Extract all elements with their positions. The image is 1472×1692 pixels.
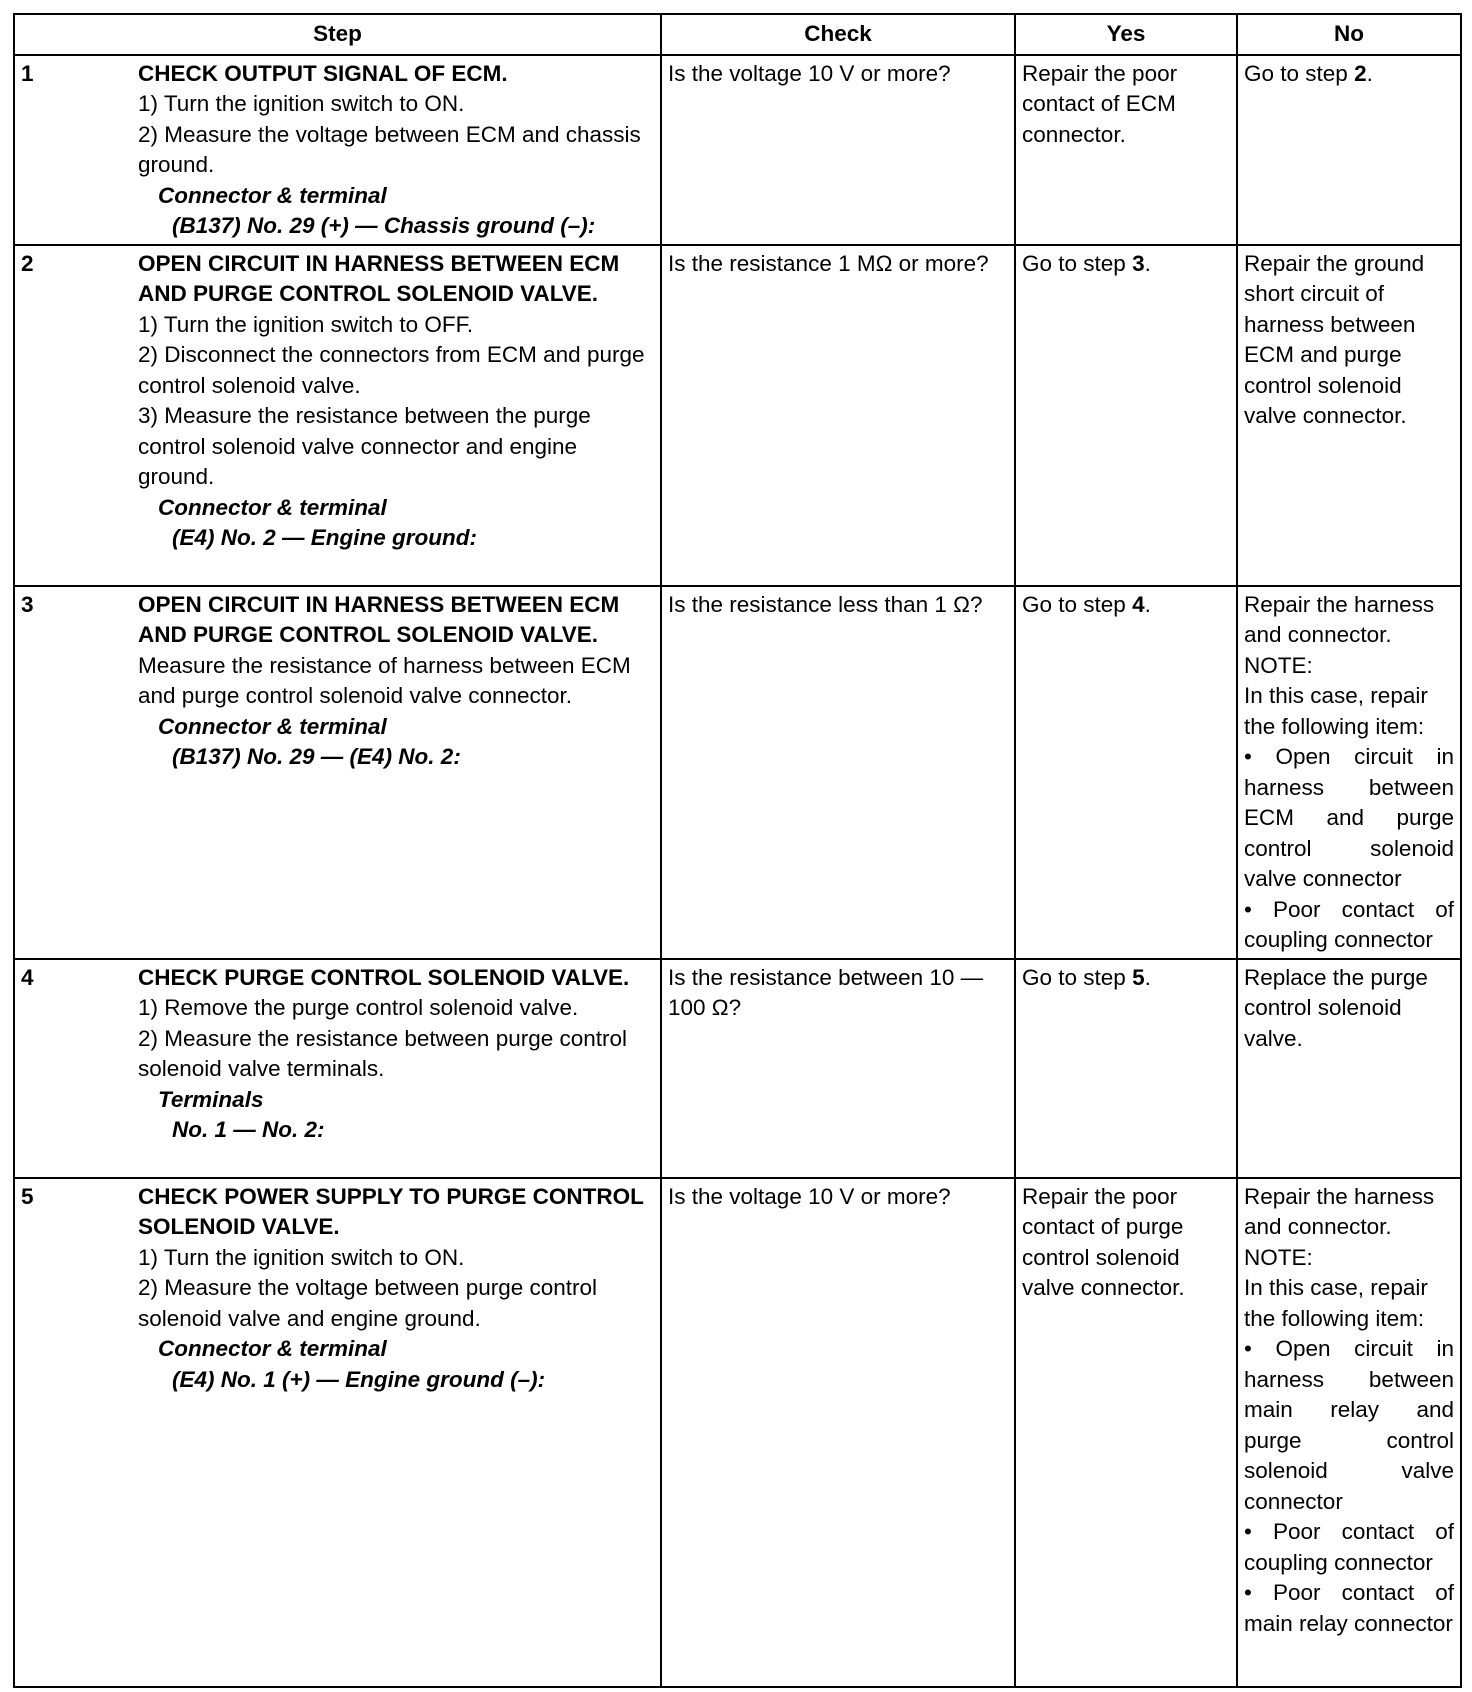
goto-suffix: . [1144, 591, 1151, 617]
step-cell [14, 959, 661, 1178]
step-number: 5 [21, 1183, 34, 1209]
connector-label: Connector & terminal [158, 494, 387, 520]
connector-label: Connector & terminal [158, 182, 387, 208]
step-instruction: 1) Turn the ignition switch to OFF. [138, 311, 474, 337]
table-header-row [14, 14, 1461, 55]
diagnosis-table [13, 13, 1462, 1688]
step-cell [14, 245, 661, 586]
table-row [14, 959, 1461, 1178]
connector-terminal: (B137) No. 29 — (E4) No. 2: [172, 744, 461, 769]
goto-suffix: . [1144, 250, 1151, 276]
note-label: NOTE: [1244, 1244, 1313, 1270]
step-instruction: 1) Turn the ignition switch to ON. [138, 1244, 465, 1270]
step-title: CHECK PURGE CONTROL SOLENOID VALVE. [138, 964, 630, 990]
step-instruction: 2) Measure the voltage between purge control solenoid valve and engine ground. [138, 1275, 598, 1331]
note-bullet: • Poor contact of coupling connector [1244, 896, 1454, 952]
step-instruction: 1) Remove the purge control solenoid valve. [138, 995, 579, 1020]
step-cell [14, 55, 661, 245]
check-cell: Is the resistance 1 MΩ or more? [661, 245, 1015, 586]
goto-step-link: 2 [1354, 60, 1367, 86]
step-number: 3 [21, 591, 34, 617]
step-title: CHECK POWER SUPPLY TO PURGE CONTROL SOLENOID VALVE. [138, 1183, 644, 1239]
yes-cell [1015, 586, 1237, 959]
step-instruction: 2) Measure the resistance between purge control solenoid valve terminals. [138, 1025, 628, 1081]
table-row [14, 1178, 1461, 1687]
step-title: OPEN CIRCUIT IN HARNESS BETWEEN ECM AND PURGE CONTROL SOLENOID VALVE. [138, 250, 620, 306]
step-instruction: 2) Disconnect the connectors from ECM and purge control solenoid valve. [138, 342, 645, 398]
step-number: 4 [21, 964, 34, 990]
no-cell: Replace the purge control solenoid valve. [1237, 959, 1461, 1178]
step-instruction: Measure the resistance of harness between ECM and purge control solenoid valve connector. [138, 652, 631, 708]
note-bullet: • Poor contact of coupling connector [1244, 1519, 1454, 1575]
yes-cell [1015, 959, 1237, 1178]
goto-step-link: 3 [1132, 250, 1145, 276]
connector-label: Connector & terminal [158, 1336, 387, 1361]
step-number: 1 [21, 60, 34, 86]
table-row [14, 245, 1461, 586]
connector-terminal: (B137) No. 29 (+) — Chassis ground (–): [172, 213, 596, 238]
connector-label: Connector & terminal [158, 713, 387, 739]
goto-suffix: . [1366, 60, 1373, 86]
goto-prefix: Go to step [1244, 60, 1355, 86]
header-yes: Yes [1015, 14, 1237, 55]
no-remedy: Repair the harness and connector. [1244, 591, 1435, 647]
step-title: CHECK OUTPUT SIGNAL OF ECM. [138, 60, 508, 86]
no-cell: Repair the ground short circuit of harness between ECM and purge control solenoid valve connector. [1237, 245, 1461, 586]
step-title: OPEN CIRCUIT IN HARNESS BETWEEN ECM AND PURGE CONTROL SOLENOID VALVE. [138, 591, 620, 647]
goto-suffix: . [1144, 964, 1151, 990]
yes-cell [1015, 245, 1237, 586]
note-text: In this case, repair the following item: [1244, 683, 1428, 739]
header-no: No [1237, 14, 1461, 55]
connector-terminal: No. 1 — No. 2: [172, 1117, 325, 1142]
step-cell [14, 586, 661, 959]
check-cell: Is the resistance less than 1 Ω? [661, 586, 1015, 959]
yes-cell: Repair the poor contact of ECM connector. [1015, 55, 1237, 245]
header-step: Step [14, 14, 661, 55]
no-cell [1237, 1178, 1461, 1687]
step-instruction: 3) Measure the resistance between the purge control solenoid valve connector and engine ground. [138, 403, 591, 489]
connector-terminal: (E4) No. 2 — Engine ground: [172, 525, 477, 550]
no-cell [1237, 55, 1461, 245]
check-cell: Is the voltage 10 V or more? [661, 1178, 1015, 1687]
goto-step-link: 5 [1132, 964, 1145, 990]
note-text: In this case, repair the following item: [1244, 1275, 1428, 1331]
step-number: 2 [21, 250, 34, 276]
no-cell [1237, 586, 1461, 959]
step-cell [14, 1178, 661, 1687]
connector-terminal: (E4) No. 1 (+) — Engine ground (–): [172, 1366, 546, 1392]
note-label: NOTE: [1244, 652, 1313, 678]
note-bullet: • Poor contact of main relay connector [1244, 1580, 1454, 1636]
yes-cell: Repair the poor contact of purge control solenoid valve connector. [1015, 1178, 1237, 1687]
goto-prefix: Go to step [1022, 964, 1133, 990]
goto-prefix: Go to step [1022, 250, 1133, 276]
goto-step-link: 4 [1132, 591, 1145, 617]
note-bullet: • Open circuit in harness between main relay and purge control solenoid valve connector [1244, 1336, 1454, 1514]
connector-label: Terminals [158, 1086, 264, 1112]
table-row [14, 586, 1461, 959]
step-instruction: 2) Measure the voltage between ECM and chassis ground. [138, 121, 641, 177]
step-instruction: 1) Turn the ignition switch to ON. [138, 91, 465, 116]
check-cell: Is the voltage 10 V or more? [661, 55, 1015, 245]
header-check: Check [661, 14, 1015, 55]
no-remedy: Repair the harness and connector. [1244, 1183, 1435, 1239]
check-cell: Is the resistance between 10 — 100 Ω? [661, 959, 1015, 1178]
goto-prefix: Go to step [1022, 591, 1133, 617]
table-row [14, 55, 1461, 245]
note-bullet: • Open circuit in harness between ECM and purge control solenoid valve connector [1244, 744, 1454, 891]
